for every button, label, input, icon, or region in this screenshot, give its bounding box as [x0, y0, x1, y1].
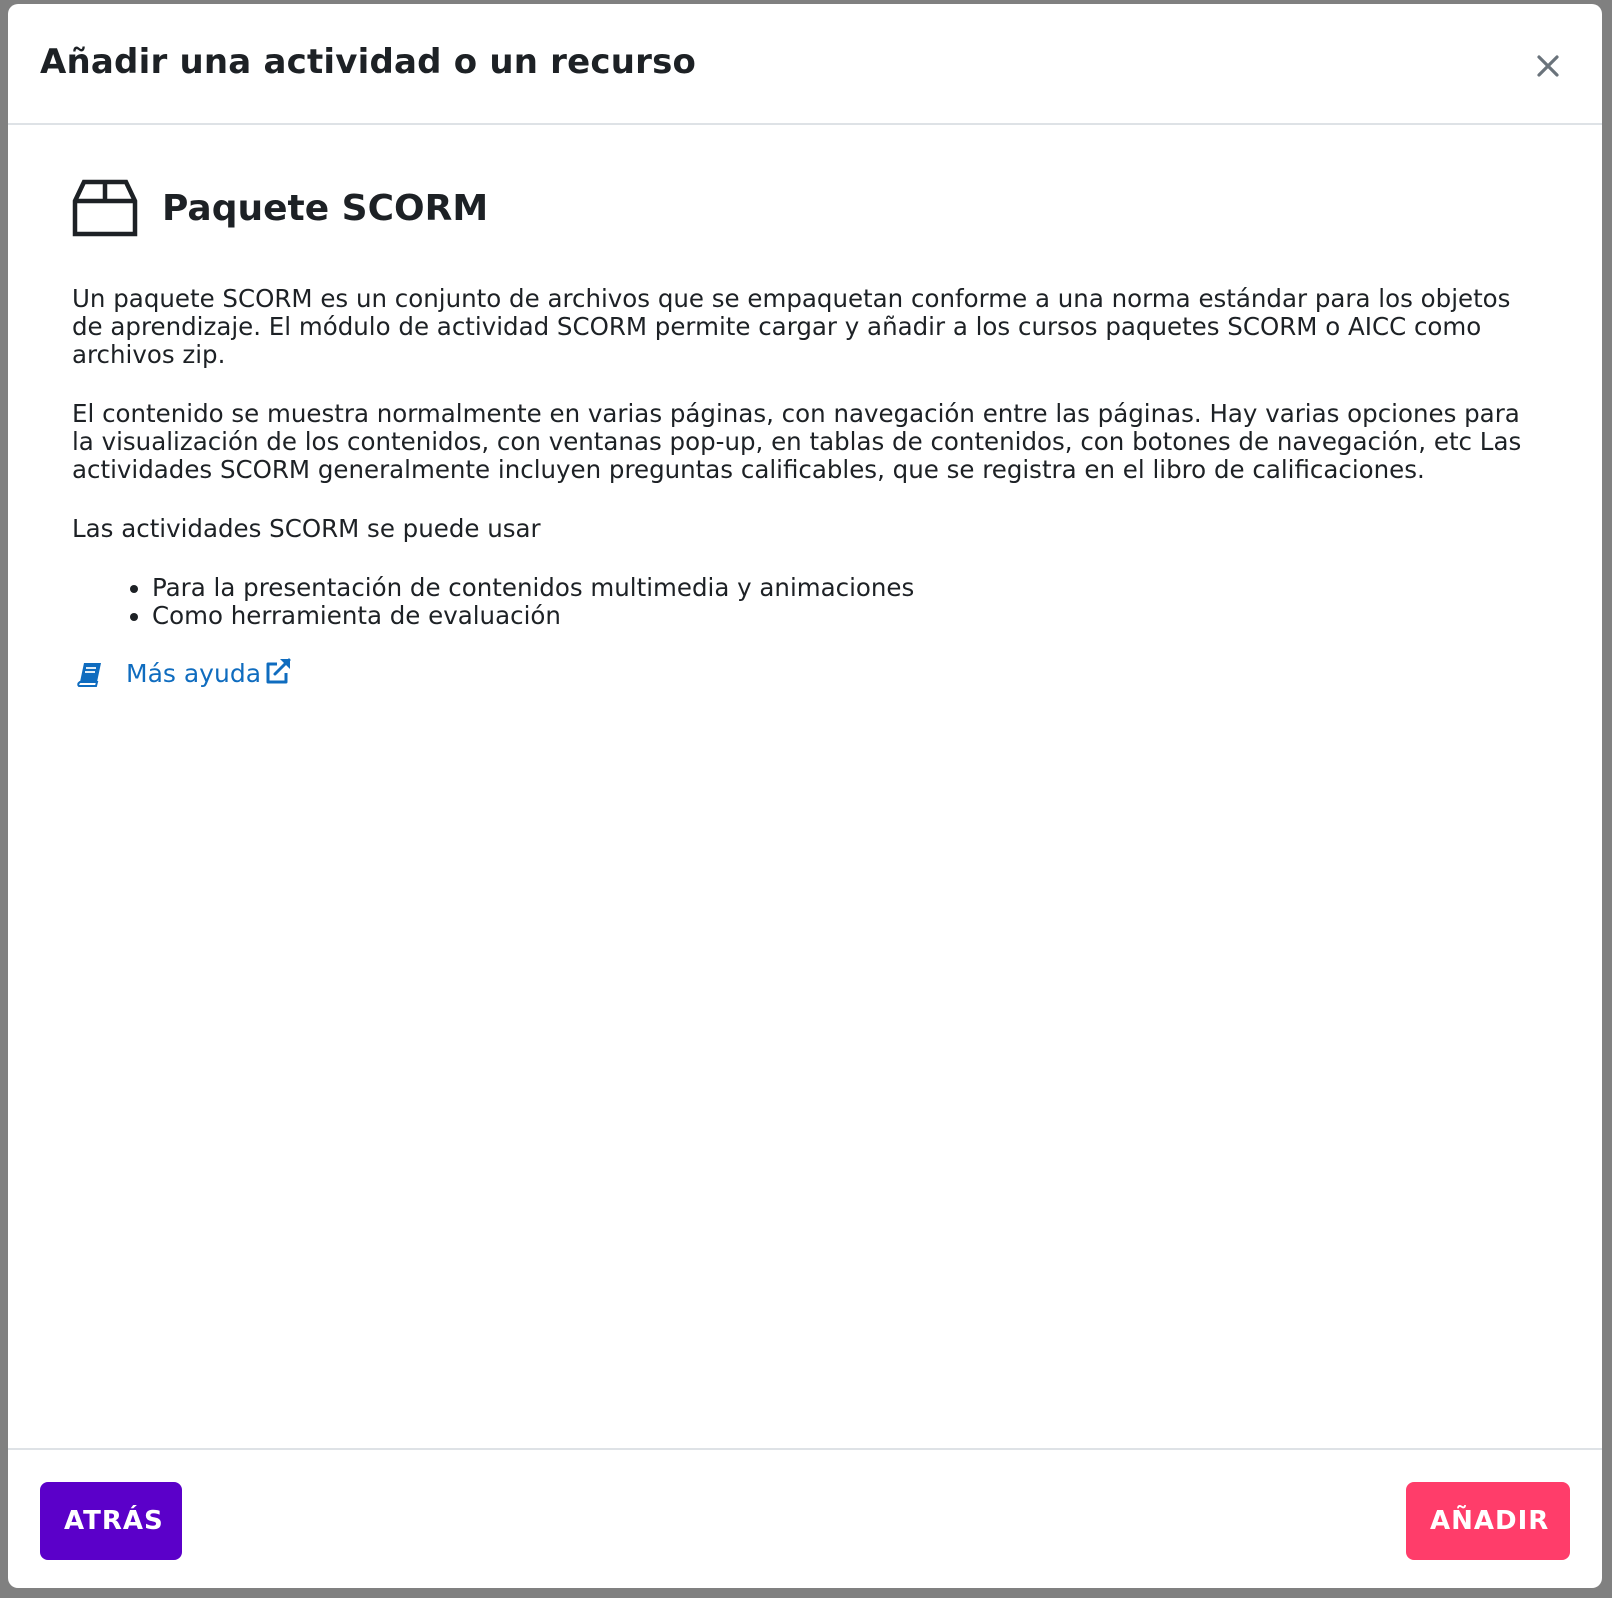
- book-icon: [76, 660, 104, 688]
- more-help-label: Más ayuda: [126, 659, 262, 688]
- close-button[interactable]: [1526, 44, 1570, 88]
- list-item: • Para la presentación de contenidos multimedia y animaciones: [152, 574, 1542, 602]
- dialog-header: [8, 4, 1602, 125]
- uses-list: [72, 574, 1542, 630]
- dialog-footer: [8, 1448, 1602, 1588]
- list-item: • Como herramienta de evaluación: [152, 602, 1542, 630]
- description-paragraph: El contenido se muestra normalmente en varias páginas, con navegación entre las páginas. Hay varias opciones para la visualización de los contenidos, con ventanas pop-up, en tablas de contenidos, con botones de navegación, etc Las actividades SCORM generalmente incluyen preguntas calificables, que se registra en el libro de calificaciones.: [72, 399, 1522, 484]
- description-paragraph: Un paquete SCORM es un conjunto de archivos que se empaquetan conforme a una norma estándar para los objetos de aprendizaje. El módulo de actividad SCORM permite cargar y añadir a los cursos paquetes SCORM o AICC como archivos zip.: [72, 284, 1511, 369]
- module-name: Paquete SCORM: [162, 187, 489, 229]
- dialog-body: [8, 125, 1602, 1448]
- more-help-link[interactable]: [72, 660, 1542, 688]
- close-icon: [1536, 54, 1560, 78]
- add-activity-dialog: [8, 4, 1602, 1588]
- package-box-icon: [72, 179, 138, 237]
- module-header: [72, 179, 488, 237]
- module-description: [72, 285, 1542, 688]
- description-paragraph: Las actividades SCORM se puede usar: [72, 514, 541, 543]
- external-link-icon: [263, 656, 293, 686]
- dialog-title: Añadir una actividad o un recurso: [40, 42, 697, 82]
- back-button[interactable]: ATRÁS: [40, 1482, 182, 1560]
- add-button[interactable]: AÑADIR: [1406, 1482, 1570, 1560]
